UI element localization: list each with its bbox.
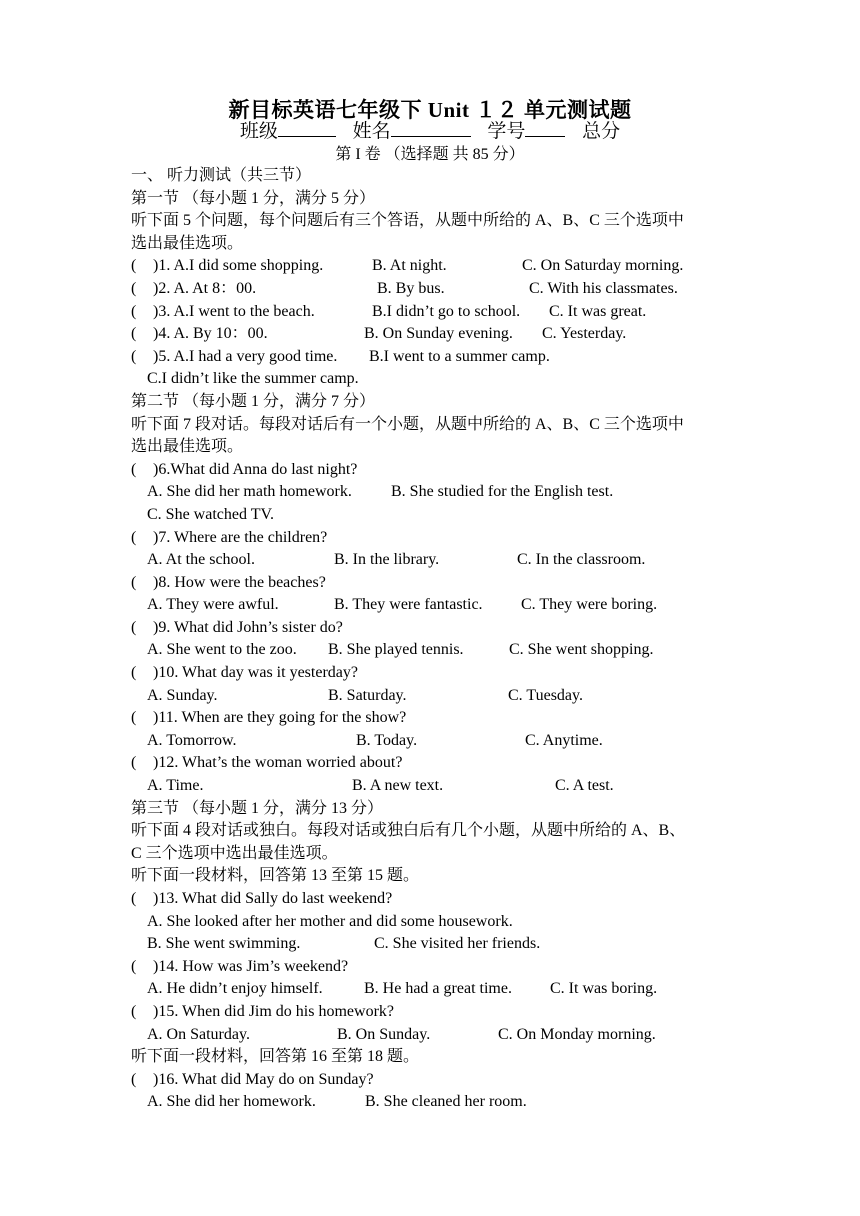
question-15: ( )15. When did Jim do his homework? bbox=[131, 1001, 741, 1024]
question-14-options: A. He didn’t enjoy himself. B. He had a great time. C. It was boring. bbox=[147, 980, 658, 998]
volume-heading: 第 I 卷 （选择题 共 85 分） bbox=[335, 146, 525, 163]
question-6: ( )6.What did Anna do last night? bbox=[131, 459, 741, 482]
answer-paren[interactable]: ( bbox=[131, 664, 137, 682]
question-16: ( )16. What did May do on Sunday? bbox=[131, 1069, 741, 1092]
student-id-label: 学号 bbox=[487, 121, 526, 142]
material-note-2: 听下面一段材料，回答第 16 至第 18 题。 bbox=[131, 1048, 420, 1066]
question-1: ( )1. A.I did some shopping. B. At night. C. On Saturday morning. bbox=[131, 255, 741, 278]
question-6-options: A. She did her math homework. B. She studied for the English test. bbox=[147, 483, 614, 501]
section-3-instruction-line-2: C 三个选项中选出最佳选项。 bbox=[131, 844, 338, 862]
question-7: ( )7. Where are the children? bbox=[131, 527, 741, 550]
answer-paren[interactable]: ( bbox=[131, 1002, 137, 1020]
question-6-option-c: C. She watched TV. bbox=[147, 505, 274, 523]
class-label: 班级 bbox=[239, 121, 278, 142]
question-13: ( )13. What did Sally do last weekend? bbox=[131, 888, 741, 911]
answer-paren[interactable]: ( bbox=[131, 257, 137, 275]
class-blank[interactable] bbox=[278, 120, 336, 137]
student-info-line bbox=[0, 120, 860, 144]
answer-paren[interactable]: ( bbox=[131, 890, 137, 907]
answer-paren[interactable]: ( bbox=[131, 460, 137, 478]
section-2-header: 第二节 （每小题 1 分，满分 7 分） bbox=[131, 392, 376, 410]
question-11-options: A. Tomorrow. B. Today. C. Anytime. bbox=[147, 731, 603, 749]
answer-paren[interactable]: ( bbox=[131, 325, 137, 343]
name-blank[interactable] bbox=[391, 120, 471, 137]
question-13-option-a: A. She looked after her mother and did some housework. bbox=[147, 912, 513, 930]
student-id-blank[interactable] bbox=[525, 120, 565, 137]
question-4: ( )4. A. By 10：00. B. On Sunday evening. C. Yesterday. bbox=[131, 323, 741, 346]
answer-paren[interactable]: ( bbox=[131, 573, 137, 591]
exam-title: 新目标英语七年级下 Unit １２ 单元测试题 bbox=[228, 98, 632, 122]
question-5: ( )5. A.I had a very good time. B.I went to a summer camp. bbox=[131, 346, 741, 369]
section-2-instruction-line-2: 选出最佳选项。 bbox=[131, 438, 244, 456]
answer-paren[interactable]: ( bbox=[131, 302, 137, 320]
section-2-instruction-line-1: 听下面 7 段对话。每段对话后有一个小题，从题中所给的 A、B、C 三个选项中 bbox=[131, 415, 684, 433]
question-3: ( )3. A.I went to the beach. B.I didn’t go to school. C. It was great. bbox=[131, 301, 741, 324]
question-12: ( )12. What’s the woman worried about? bbox=[131, 752, 741, 775]
question-10: ( )10. What day was it yesterday? bbox=[131, 662, 741, 685]
question-5-option-c: C.I didn’t like the summer camp. bbox=[147, 370, 359, 388]
total-score-label: 总分 bbox=[582, 121, 621, 142]
question-7-options: A. At the school. B. In the library. C. In the classroom. bbox=[147, 551, 646, 569]
question-9-options: A. She went to the zoo. B. She played tennis. C. She went shopping. bbox=[147, 641, 654, 659]
question-2: ( )2. A. At 8：00. B. By bus. C. With his classmates. bbox=[131, 278, 741, 301]
question-10-options: A. Sunday. B. Saturday. C. Tuesday. bbox=[147, 686, 583, 704]
question-15-options: A. On Saturday. B. On Sunday. C. On Monday morning. bbox=[147, 1025, 656, 1043]
exam-content bbox=[131, 165, 741, 1114]
question-8: ( )8. How were the beaches? bbox=[131, 572, 741, 595]
question-9: ( )9. What did John’s sister do? bbox=[131, 617, 741, 640]
section-3-instruction-line-1: 听下面 4 段对话或独白。每段对话或独白后有几个小题，从题中所给的 A、B、 bbox=[131, 822, 686, 840]
answer-paren[interactable]: ( bbox=[131, 618, 137, 636]
answer-paren[interactable]: ( bbox=[131, 347, 137, 365]
material-note-1: 听下面一段材料，回答第 13 至第 15 题。 bbox=[131, 867, 420, 885]
name-label: 姓名 bbox=[352, 121, 391, 142]
section-1-instruction-line-2: 选出最佳选项。 bbox=[131, 234, 244, 252]
answer-paren[interactable]: ( bbox=[131, 528, 137, 546]
answer-paren[interactable]: ( bbox=[131, 957, 137, 975]
answer-paren[interactable]: ( bbox=[131, 754, 137, 772]
question-13-options: B. She went swimming. C. She visited her friends. bbox=[147, 935, 541, 953]
answer-paren[interactable]: ( bbox=[131, 709, 137, 727]
answer-paren[interactable]: ( bbox=[131, 279, 137, 297]
question-8-options: A. They were awful. B. They were fantastic. C. They were boring. bbox=[147, 596, 658, 614]
section-3-header: 第三节 （每小题 1 分，满分 13 分） bbox=[131, 799, 384, 817]
question-14: ( )14. How was Jim’s weekend? bbox=[131, 956, 741, 979]
question-11: ( )11. When are they going for the show? bbox=[131, 707, 741, 730]
section-1-header: 第一节 （每小题 1 分，满分 5 分） bbox=[131, 189, 376, 207]
part-heading: 一、 听力测试（共三节） bbox=[131, 167, 312, 184]
question-16-options: A. She did her homework. B. She cleaned her room. bbox=[147, 1093, 527, 1111]
answer-paren[interactable]: ( bbox=[131, 1070, 137, 1088]
section-1-instruction-line-1: 听下面 5 个问题，每个问题后有三个答语，从题中所给的 A、B、C 三个选项中 bbox=[131, 212, 684, 230]
question-12-options: A. Time. B. A new text. C. A test. bbox=[147, 777, 614, 795]
